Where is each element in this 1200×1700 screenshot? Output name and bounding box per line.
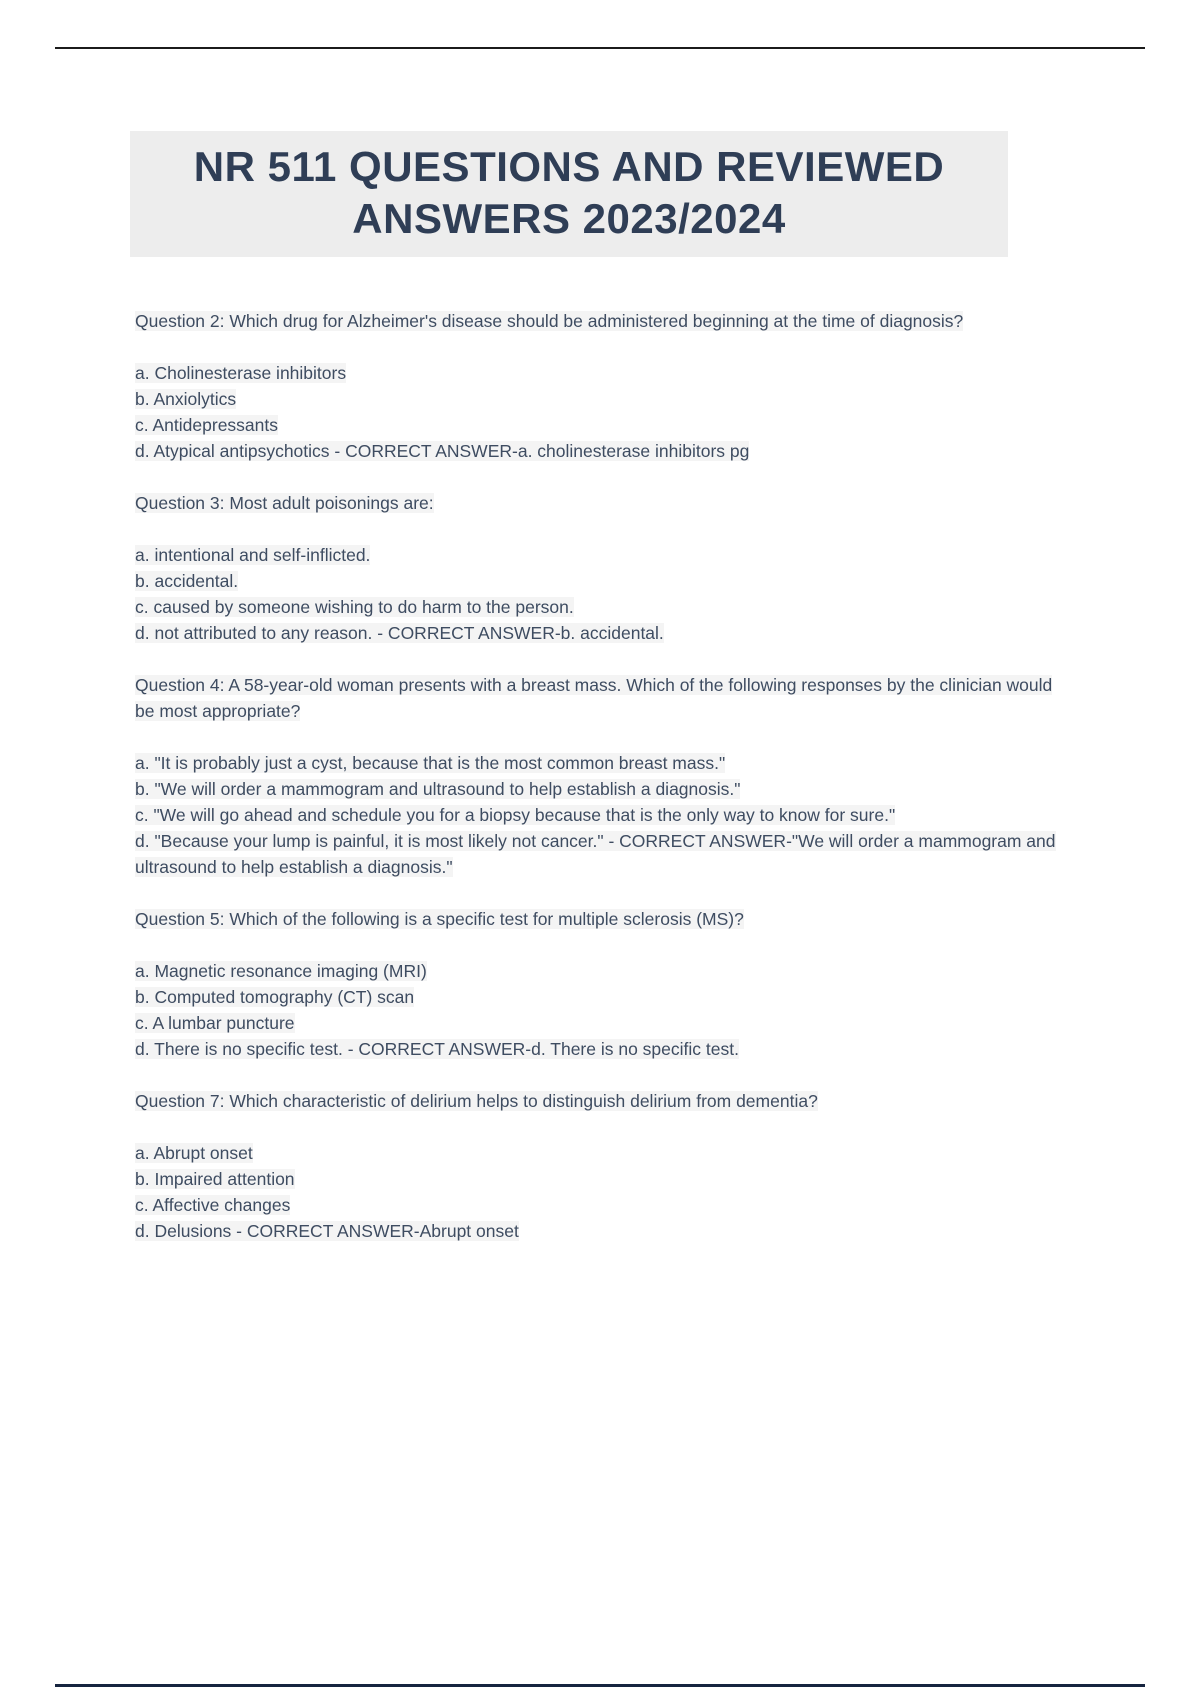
option-text: c. Affective changes bbox=[135, 1195, 291, 1215]
option-line bbox=[135, 568, 1075, 594]
option-text: a. intentional and self-inflicted. bbox=[135, 545, 371, 565]
option-line bbox=[135, 360, 1075, 386]
question-block-2 bbox=[135, 308, 1075, 464]
option-text: d. Atypical antipsychotics - CORRECT ANSWER-a. cholinesterase inhibitors pg bbox=[135, 441, 750, 461]
bottom-horizontal-rule bbox=[55, 1684, 1145, 1687]
question-prompt bbox=[135, 490, 1075, 516]
question-block-3 bbox=[135, 490, 1075, 646]
option-line bbox=[135, 776, 1075, 802]
question-prompt-text: Question 7: Which characteristic of delirium helps to distinguish delirium from dementia? bbox=[135, 1091, 818, 1111]
option-text: b. Impaired attention bbox=[135, 1169, 295, 1189]
question-prompt bbox=[135, 672, 1075, 724]
option-line bbox=[135, 1010, 1075, 1036]
question-prompt-text: Question 5: Which of the following is a specific test for multiple sclerosis (MS)? bbox=[135, 909, 744, 929]
option-text: b. Anxiolytics bbox=[135, 389, 237, 409]
option-line bbox=[135, 984, 1075, 1010]
option-line bbox=[135, 958, 1075, 984]
question-prompt bbox=[135, 906, 1075, 932]
option-text: c. Antidepressants bbox=[135, 415, 278, 435]
question-prompt-text: Question 3: Most adult poisonings are: bbox=[135, 493, 434, 513]
title-line-1: NR 511 QUESTIONS AND REVIEWED bbox=[193, 143, 945, 190]
title-line-2: ANSWERS 2023/2024 bbox=[352, 195, 786, 242]
document-title bbox=[130, 131, 1008, 257]
option-text: a. Cholinesterase inhibitors bbox=[135, 363, 347, 383]
option-text: a. Magnetic resonance imaging (MRI) bbox=[135, 961, 427, 981]
option-text: a. Abrupt onset bbox=[135, 1143, 253, 1163]
document-body bbox=[135, 308, 1075, 1270]
top-horizontal-rule bbox=[55, 47, 1145, 49]
option-text: c. caused by someone wishing to do harm to the person. bbox=[135, 597, 574, 617]
option-line bbox=[135, 802, 1075, 828]
option-line bbox=[135, 594, 1075, 620]
option-text: d. "Because your lump is painful, it is most likely not cancer." - CORRECT ANSWER-"We will order a mammogram and ultrasound to help establish a diagnosis." bbox=[135, 831, 1056, 877]
option-line bbox=[135, 750, 1075, 776]
option-line bbox=[135, 412, 1075, 438]
option-text: c. A lumbar puncture bbox=[135, 1013, 295, 1033]
question-prompt bbox=[135, 1088, 1075, 1114]
option-text: b. "We will order a mammogram and ultrasound to help establish a diagnosis." bbox=[135, 779, 741, 799]
option-text: b. accidental. bbox=[135, 571, 239, 591]
question-prompt-text: Question 2: Which drug for Alzheimer's disease should be administered beginning at the time of diagnosis? bbox=[135, 311, 964, 331]
question-prompt bbox=[135, 308, 1075, 334]
option-text: c. "We will go ahead and schedule you for a biopsy because that is the only way to know for sure." bbox=[135, 805, 896, 825]
option-line bbox=[135, 620, 1075, 646]
option-line bbox=[135, 542, 1075, 568]
option-line bbox=[135, 828, 1075, 880]
option-line bbox=[135, 1192, 1075, 1218]
option-line bbox=[135, 438, 1075, 464]
option-text: b. Computed tomography (CT) scan bbox=[135, 987, 415, 1007]
question-block-4 bbox=[135, 672, 1075, 880]
option-text: a. "It is probably just a cyst, because that is the most common breast mass." bbox=[135, 753, 726, 773]
question-prompt-text: Question 4: A 58-year-old woman presents with a breast mass. Which of the following responses by the clinician would be most appropriate? bbox=[135, 675, 1053, 721]
option-text: d. not attributed to any reason. - CORRECT ANSWER-b. accidental. bbox=[135, 623, 664, 643]
option-line bbox=[135, 1166, 1075, 1192]
question-block-7 bbox=[135, 1088, 1075, 1244]
question-block-5 bbox=[135, 906, 1075, 1062]
option-text: d. Delusions - CORRECT ANSWER-Abrupt onset bbox=[135, 1221, 519, 1241]
option-text: d. There is no specific test. - CORRECT ANSWER-d. There is no specific test. bbox=[135, 1039, 739, 1059]
option-line bbox=[135, 386, 1075, 412]
option-line bbox=[135, 1218, 1075, 1244]
option-line bbox=[135, 1140, 1075, 1166]
option-line bbox=[135, 1036, 1075, 1062]
